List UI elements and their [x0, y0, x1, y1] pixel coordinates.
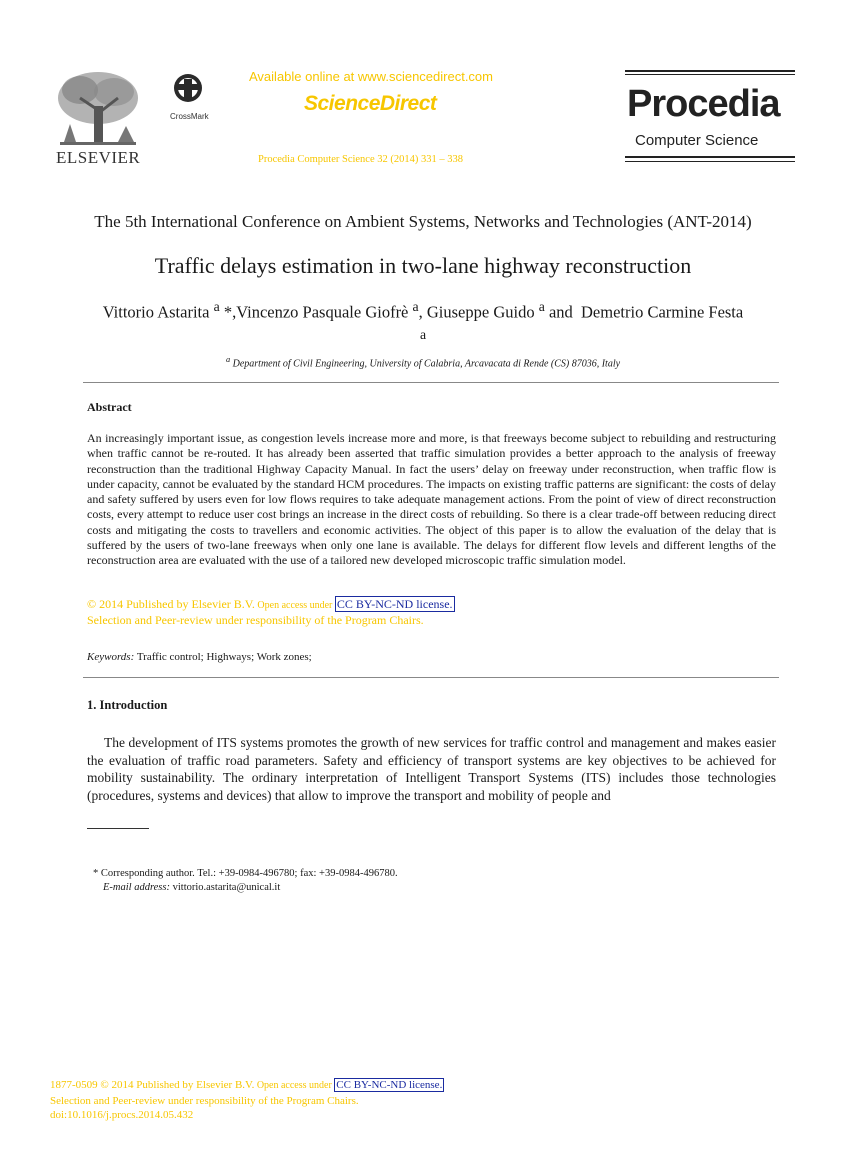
- author-affil-mark: a: [538, 299, 545, 314]
- doi[interactable]: doi:10.1016/j.procs.2014.05.432: [50, 1109, 194, 1121]
- keywords-text: Traffic control; Highways; Work zones;: [134, 651, 312, 663]
- intro-text: The development of ITS systems promotes the growth of new services for traffic control and management and makes easier the evaluation of traffic road parameters. Safety and efficiency of transport systems are key objectives to be achieved for mobility sustainability. The ordinary interpretation of Intelligent Transport Systems (ITS) includes those technologies (procedures, systems and devices) that allow to improve the transport and mobility of people and: [87, 735, 776, 803]
- affiliation-text: Department of Civil Engineering, University of Calabria, Arcavacata di Rende (CS) 87036, Italy: [232, 358, 621, 370]
- open-access-text: Open access under: [254, 600, 335, 611]
- footer-peer-review: Selection and Peer-review under responsibility of the Program Chairs.: [50, 1094, 359, 1107]
- author-affil-mark: a: [419, 326, 427, 342]
- email-label: E-mail address:: [103, 882, 170, 893]
- abstract-text: An increasingly important issue, as congestion levels increase more and more, is that freeways become subject to rebuilding and restructuring when traffic cannot be re-routed. It has already been asserted that traffic simulation provides a better approach to the analysis of freeway reconstruction than the traditional Highway Capacity Manual. In fact the users’ delay on freeway under reconstruction, when traffic flow is under capacity, cannot be evaluated by the standard HCM procedures. The impacts on existing traffic patterns are significant: the costs of delay and safety suffered by users even for low flows requires to take adequate management actions. From the point of view of direct reconstruction costs, every attempt to reduce user cost brings an increase in the direct costs of rebuilding. So there is a clear trade-off between reducing direct costs and mitigating the costs to travellers and economic activities. The object of this paper is to allow the evaluation of the delay that is suffered by the users of two-lane freeways when only one lane is available. The delays for different flow levels and different lengths of the reconstruction area are evaluated with the use of a tailored new developed microscopic traffic simulation model.: [87, 431, 776, 568]
- section-divider: [83, 677, 779, 678]
- paper-title: Traffic delays estimation in two-lane highway reconstruction: [154, 253, 692, 278]
- author-name: Demetrio Carmine Festa: [581, 302, 744, 322]
- affil-mark: a: [225, 355, 231, 364]
- intro-heading: 1. Introduction: [87, 698, 168, 712]
- author-affil-mark: a: [412, 299, 419, 314]
- license-link[interactable]: CC BY-NC-ND license.: [336, 597, 453, 611]
- footnote: [93, 867, 398, 895]
- top-divider: [83, 382, 779, 383]
- procedia-subtitle: Computer Science: [635, 132, 759, 149]
- keywords-label: Keywords:: [87, 651, 135, 663]
- elsevier-wordmark: ELSEVIER: [56, 148, 141, 167]
- copyright-block: [87, 597, 455, 628]
- author-name: Giuseppe Guido: [426, 302, 535, 322]
- procedia-top-rule-thin: [625, 74, 795, 75]
- crossmark-icon[interactable]: [173, 70, 203, 110]
- issn-copyright: 1877-0509 © 2014 Published by Elsevier B.V.: [50, 1079, 255, 1091]
- footer-license-link[interactable]: CC BY-NC-ND license.: [336, 1079, 443, 1091]
- peer-review-line: Selection and Peer-review under responsibility of the Program Chairs.: [87, 613, 424, 627]
- procedia-title: Procedia: [627, 83, 780, 125]
- conference-name: The 5th International Conference on Ambient Systems, Networks and Technologies (ANT-2014): [94, 212, 752, 231]
- elsevier-tree-logo: [52, 68, 144, 148]
- corresponding-author: * Corresponding author. Tel.: +39-0984-496780; fax: +39-0984-496780.: [93, 868, 398, 879]
- corresponding-mark: *: [219, 302, 233, 322]
- procedia-bottom-rule: [625, 156, 795, 158]
- author-affil-mark: a: [213, 299, 220, 314]
- copyright-line: © 2014 Published by Elsevier B.V.: [87, 597, 255, 611]
- author-list: Vittorio Astarita $^a$ *,Vincenzo Pasquale Giofrè $^a$, Giuseppe Guido $^a$ and Demetrio Carmine Festa $^a$: [102, 299, 744, 342]
- crossmark-label: CrossMark: [170, 112, 209, 121]
- abstract-heading: Abstract: [87, 400, 132, 414]
- footer-open-access: Open access under: [254, 1080, 335, 1091]
- author-name: Vincenzo Pasquale Giofrè: [236, 302, 409, 322]
- procedia-bottom-rule-thin: [625, 161, 795, 162]
- procedia-logo: [625, 70, 795, 164]
- journal-reference: Procedia Computer Science 32 (2014) 331 – 338: [258, 154, 463, 165]
- page-footer: [50, 1078, 444, 1123]
- sciencedirect-logo: ScienceDirect: [304, 92, 437, 115]
- procedia-top-rule: [625, 70, 795, 72]
- keywords: [87, 651, 312, 663]
- footnote-rule: [87, 828, 149, 829]
- author-name: Vittorio Astarita: [102, 302, 210, 322]
- email-address[interactable]: vittorio.astarita@unical.it: [169, 882, 281, 893]
- affiliation: [0, 355, 846, 369]
- available-online-link[interactable]: Available online at www.sciencedirect.com: [249, 69, 493, 84]
